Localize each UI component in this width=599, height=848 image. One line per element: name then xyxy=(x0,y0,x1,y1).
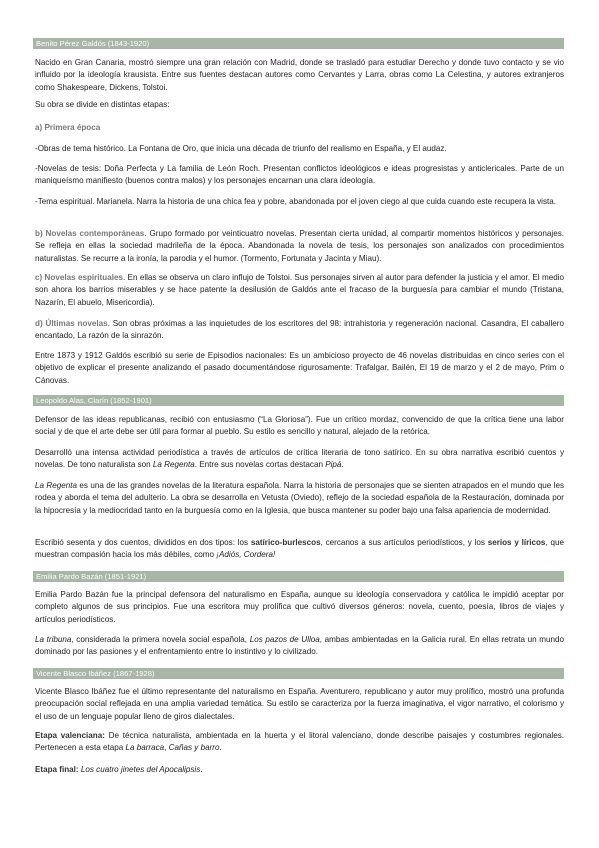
blasco-p1: Vicente Blasco Ibáñez fue el último representante del naturalismo en España. Aventurero, republicano y autor muy prolífico, mostró una profunda preocupación social reflejada en una amplia variedad temática. Su estilo se caracteriza por la fuerza imaginativa, el vigor narrativo, el colorismo y el uso de un lenguaje popular lleno de giros dialectales. xyxy=(35,687,564,721)
section-header-pardo: Emilia Pardo Bazán (1851-1921) xyxy=(33,571,564,582)
blasco-p3-jinetes: Los cuatro jinetes del Apocalipsis xyxy=(80,765,201,774)
clarin-p2-regenta: La Regenta xyxy=(152,460,195,470)
galdos-contemporary-title: b) Novelas contemporáneas xyxy=(35,229,145,238)
clarin-p4-text-b: , cercanos a sus artículos periodísticos, y los xyxy=(320,538,488,547)
clarin-p4-adios: ¡Adiós, Cordera! xyxy=(216,550,276,560)
clarin-p4-text: Escribió sesenta y dos cuentos, divididos en dos tipos: los xyxy=(35,538,251,547)
pardo-p2 xyxy=(35,634,564,659)
blasco-p2-text: De técnica naturalista, ambientada en la huerta y el litoral valenciano, donde describe paisajes y costumbres regionales. Pertenecen a esta etapa xyxy=(35,731,564,753)
clarin-p4-text-c: , que muestran compasión hacia los más débiles, como xyxy=(35,538,564,560)
clarin-p1: Defensor de las ideas republicanas, recibió con entusiasmo (“La Gloriosa”). Fue un crítico mordaz, convencido de que la crítica tiene una labor social y de que el arte debe ser útil para formar al pueblo. Su estilo es sencillo y natural, alejado de la retórica. xyxy=(35,415,564,437)
clarin-p4-serios: serios y líricos xyxy=(487,538,546,547)
clarin-p2-end: . xyxy=(341,460,344,470)
clarin-p3 xyxy=(35,480,564,517)
pardo-p2-tribuna: La tribuna xyxy=(35,635,72,644)
galdos-spiritual-title: c) Novelas espirituales xyxy=(35,273,123,282)
galdos-last-novels xyxy=(35,318,564,343)
blasco-p3 xyxy=(35,764,564,776)
galdos-episodios: Entre 1873 y 1912 Galdós escribió su serie de Episodios nacionales: Es un ambicioso proyecto de 46 novelas distribuidas en cinco series con el objetivo de explicar el presente analizando el pasado documentándose rigurosamente: Trafalgar, Bailén, El 19 de marzo y el 2 de mayo, Prim o Cánovas. xyxy=(35,351,564,385)
galdos-last-title: d) Últimas novelas xyxy=(35,319,108,328)
galdos-first-era-spiritual: -Tema espiritual. Marianela. Narra la historia de una chica fea y pobre, abandonada por el joven ciego al que cuida cuando este recupera la vista. xyxy=(35,197,557,206)
galdos-contemporary-novels xyxy=(35,228,564,265)
clarin-p4-satiricos: satírico-burlescos xyxy=(250,538,321,547)
clarin-p2-text: Desarrolló una intensa actividad periodística a través de artículos de crítica literaria de tono satírico. En su obra narrativa escribió cuentos y novelas. De tono naturalista son xyxy=(35,448,564,470)
blasco-p2 xyxy=(35,730,564,755)
galdos-intro: Nacido en Gran Canaria, mostró siempre una gran relación con Madrid, donde se trasladó para estudiar Derecho y donde tuvo contacto y se vio influido por la ideología krausista. Entre sus fuentes destacan autores como Cervantes y Larra, obras como La Celestina, y autores extranjeros como Shakespeare, Dickens, Tolstoi. xyxy=(35,58,564,92)
clarin-p2-text-b: . Entre sus novelas cortas destacan xyxy=(194,460,326,470)
clarin-p2 xyxy=(35,447,564,472)
blasco-p2-sep: , xyxy=(164,743,169,753)
pardo-p2-pazos: Los pazos de Ulloa xyxy=(249,635,320,644)
galdos-first-era-historical: -Obras de tema histórico. La Fontana de Oro, que inicia una década de triunfo del realismo en España, y El audaz. xyxy=(35,144,447,153)
blasco-p3-end: . xyxy=(200,765,203,774)
clarin-p2-pipa: Pipá xyxy=(325,460,342,470)
clarin-p3-text: es una de las grandes novelas de la literatura española. Narra la historia de personajes que se sienten atrapados en el mundo que les rodea y aborda el tema del adulterio. La obra se desarrolla en Vetusta (Oviedo), reflejo de la sociedad española de la Restauración, dominada por la hipocresía y la mediocridad tanto en la burguesía como en la Iglesia, que busca mantener su poder bajo una falsa apariencia de modernidad. xyxy=(35,481,564,515)
blasco-p2-canas: Cañas y barro xyxy=(168,743,220,753)
blasco-p2-title: Etapa valenciana: xyxy=(35,731,105,740)
blasco-p2-barraca: La barraca xyxy=(125,743,165,753)
section-header-blasco: Vicente Blasco Ibáñez (1867-1928) xyxy=(33,668,564,679)
clarin-p4 xyxy=(35,537,564,562)
section-header-clarin: Leopoldo Alas, Clarín (1852-1901) xyxy=(33,395,564,406)
galdos-spiritual-novels xyxy=(35,272,564,309)
galdos-last-text: . Son obras próximas a las inquietudes de los escritores del 98: intrahistoria y regeneración nacional. Casandra, El caballero encantado, La razón de la sinrazón. xyxy=(35,319,564,341)
clarin-p3-regenta: La Regenta xyxy=(35,481,77,490)
blasco-p2-end: . xyxy=(219,743,222,753)
pardo-p1: Emilia Pardo Bazán fue la principal defensora del naturalismo en España, aunque su ideología conservadora y católica le impidió aceptar por completo algunos de sus principios. Fue una escritora muy prolífica que cultivó diversos géneros: novela, cuento, poesía, libros de viajes y artículos periodísticos. xyxy=(35,590,564,624)
section-header-galdos: Benito Pérez Galdós (1843-1920) xyxy=(33,38,564,49)
pardo-p2-text-b: , ambas ambientadas en la Galicia rural. En ellas retrata un mundo dominado por las pasiones y el enfrentamiento entre lo instintivo y lo civilizado. xyxy=(35,635,565,657)
pardo-p2-text: , considerada la primera novela social española, xyxy=(71,635,250,644)
galdos-spiritual-text: . En ellas se observa un claro influjo de Tolstoi. Sus personajes sirven al autor para defender la justicia y el amor. El medio son ahora los barrios miserables y se hace patente la desilusión de Galdós ante el fracaso de la burguesía para cambiar el mundo (Tristana, Nazarín, El abuelo, Misericordia). xyxy=(35,273,564,307)
blasco-p3-title: Etapa final: xyxy=(35,765,79,774)
galdos-first-era-title: a) Primera época xyxy=(35,123,101,132)
galdos-contemporary-text: . Grupo formado por veinticuatro novelas. Presentan cierta unidad, al compartir momentos históricos y personajes. Se refleja en ellas la sociedad madrileña de la época. Abandonada la novela de tesis, los personajes son analizados con procedimientos naturalistas. Se recurre a la ironía, la parodia y el humor. (Tormento, Fortunata y Jacinta y Miau). xyxy=(35,229,564,263)
galdos-stages-intro: Su obra se divide en distintas etapas: xyxy=(35,100,170,109)
galdos-first-era-thesis: -Novelas de tesis: Doña Perfecta y La familia de León Roch. Presentan conflictos ideológicos e ideas progresistas y anticlericales. Parte de un maniqueísmo manifiesto (buenos contra malos) y los personajes encarnan una clara ideología. xyxy=(35,164,564,186)
